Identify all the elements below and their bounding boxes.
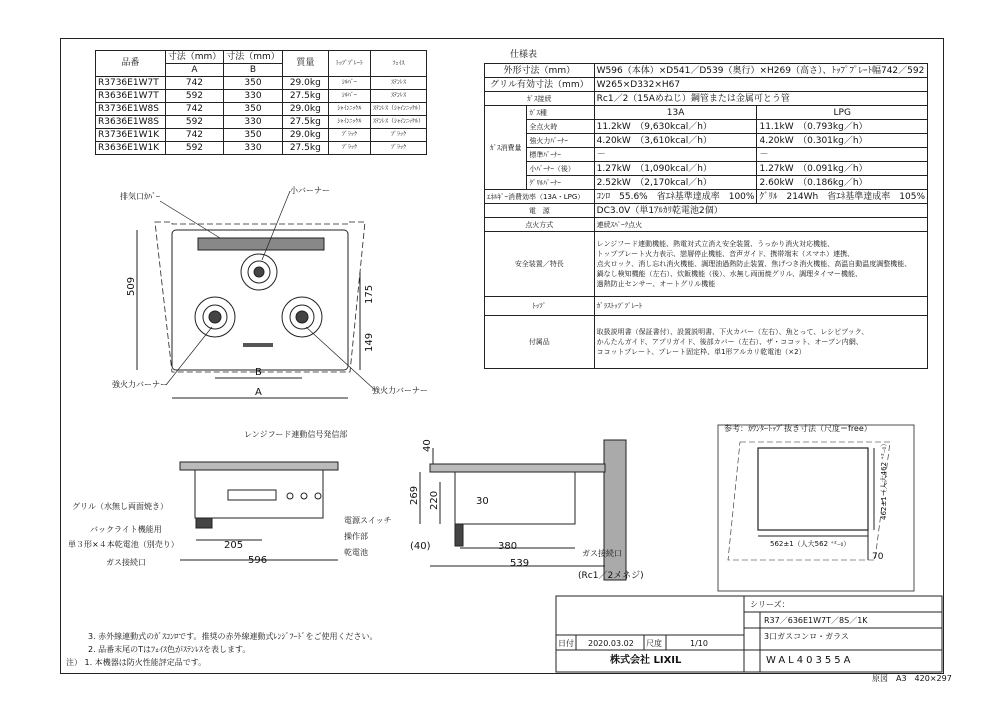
accessory-line: ココットプレート、プレート固定枠、単1形アルカリ乾電池（×2） xyxy=(596,348,806,356)
accessory-line: かんたんガイド、アプリガイド、後部カバー（左右）、ザ・ココット、オーブン内網、 xyxy=(596,338,863,346)
power-value: DC3.0V（単1ｱﾙｶﾘ乾電池2個） xyxy=(594,204,927,218)
outer-label: 外形寸法（mm） xyxy=(485,64,595,78)
model-number: R3636E1W1K xyxy=(96,142,166,155)
front-body xyxy=(195,470,323,518)
dim-a: A xyxy=(255,387,262,398)
label-small-burner: 小バーナー xyxy=(290,186,330,195)
side-gas-pipe xyxy=(455,524,463,546)
size-b: 350 xyxy=(224,77,283,90)
gas-lpg-header: LPG xyxy=(757,106,928,120)
safety-line: トップブレート火力表示、戀層停止機能、音声ガイド、携帯端末（スマホ）連携、 xyxy=(596,250,855,258)
gas-consumption-label: ｶﾞｽ消費量 xyxy=(485,106,527,190)
top-label: ﾄｯﾌﾟ xyxy=(485,297,595,316)
mass: 27.5kg xyxy=(282,116,328,129)
safety-line: レンジフード連動機能、熱電対式立消え安全装置、うっかり消火対応機能、 xyxy=(596,240,835,248)
size-a: 742 xyxy=(165,129,224,142)
safety-line: 鍋なし検知機能（左右）、炊飯機能（後）、水無し両面焼グリル、調理タイマー機能、 xyxy=(596,270,862,278)
label-side-gas-inlet: ガス接続口 xyxy=(582,549,622,558)
dim-205: 205 xyxy=(224,540,244,551)
cutout-depth: 462±1（人大462 ⁺²₋₀） xyxy=(880,439,888,520)
burner-lpg: 2.60kW （0.186kg／h） xyxy=(757,176,928,190)
header-top-plate: ﾄｯﾌﾟﾌﾟﾚｰﾄ xyxy=(328,51,370,77)
header-b: B xyxy=(224,64,283,77)
gas-conn-label: ｶﾞｽ接続 xyxy=(485,92,595,106)
burner-name: 標準ﾊﾞｰﾅｰ xyxy=(527,148,594,162)
leader-exhaust xyxy=(160,201,220,238)
mass: 29.0kg xyxy=(282,103,328,116)
face: ﾌﾞﾗｯｸ xyxy=(370,142,426,155)
burner-lpg: － xyxy=(757,148,928,162)
label-strong-burner-left: 強火力バーナー xyxy=(112,380,168,389)
efficiency-grill: ｸﾞﾘﾙ 214Wh 省ｴﾈ基準達成率 105% xyxy=(757,190,928,204)
burner-lpg: 4.20kW （0.301kg／h） xyxy=(757,134,928,148)
header-mass: 質量 xyxy=(282,51,328,77)
dim-220: 220 xyxy=(429,490,440,510)
model-number: R3736E1W7T xyxy=(96,77,166,90)
burner-13a: － xyxy=(594,148,757,162)
gas-type-label: ｶﾞｽ種 xyxy=(527,106,594,120)
dim-509: 509 xyxy=(126,276,137,296)
small-burner xyxy=(241,254,277,290)
face: ｽﾃﾝﾚｽ xyxy=(370,90,426,103)
gas-13a-header: 13A xyxy=(594,106,757,120)
mass: 29.0kg xyxy=(282,129,328,142)
series-label: シリーズ： xyxy=(750,600,790,609)
outer-value: W596（本体）×D541／D539（奥行）×H269（高さ）、ﾄｯﾌﾟﾌﾟﾚｰﾄ幅742／592 xyxy=(594,64,927,78)
model-number: R3636E1W7T xyxy=(96,90,166,103)
top-plate: ｼﾙﾊﾞｰ xyxy=(328,77,370,90)
series-value: R37／636E1W7T／8S／1K xyxy=(764,616,868,625)
grill-door xyxy=(228,490,276,500)
safety-line: 過熱防止センサー、オートグリル機能 xyxy=(596,280,716,288)
label-exhaust-cover: 排気口ｶﾊﾞｰ xyxy=(120,192,160,201)
accessories-label: 付属品 xyxy=(485,316,595,369)
ignition-value: 連続ｽﾊﾟｰｸ点火 xyxy=(594,218,927,232)
face: ｽﾃﾝﾚｽ xyxy=(370,77,426,90)
size-a: 592 xyxy=(165,116,224,129)
top-value: ｶﾞﾗｽﾄｯﾌﾟﾌﾟﾚｰﾄ xyxy=(594,297,927,316)
burner-name: 強火力ﾊﾞｰﾅｰ xyxy=(527,134,594,148)
label-operation: 操作部 xyxy=(344,532,368,541)
burner-13a: 11.2kW （9,630kcal／h） xyxy=(594,120,757,134)
dim-539: 539 xyxy=(510,558,530,569)
strong-burner-left xyxy=(195,297,235,337)
header-a: A xyxy=(165,64,224,77)
top-plate: ｼﾙﾊﾞｰ xyxy=(328,90,370,103)
front-indicator xyxy=(243,343,273,347)
grill-value: W265×D332×H67 xyxy=(594,78,927,92)
burner-13a: 4.20kW （3,610kcal／h） xyxy=(594,134,757,148)
burner-lpg: 11.1kW （0.793kg／h） xyxy=(757,120,928,134)
front-view xyxy=(180,462,338,560)
safety-line: 点火ロック、消し忘れ消火機能、調理油過熱防止装置、焦げつき消火機能、高温自動温度調整機能、 xyxy=(596,260,912,268)
scale-value: 1/10 xyxy=(690,639,708,648)
strong-burner-right xyxy=(282,297,322,337)
header-size-b: 寸法（mm） xyxy=(224,51,283,64)
dim-40b: (40) xyxy=(410,541,431,552)
power-label: 電 源 xyxy=(485,204,595,218)
note-3: 3. 赤外線連動式のｶﾞｽｺﾝﾛです。推奨の赤外線連動式ﾚﾝｼﾞﾌｰﾄﾞをご使用ください。 xyxy=(88,632,378,641)
side-body xyxy=(455,472,575,524)
size-b: 350 xyxy=(224,103,283,116)
label-gas-inlet: ガス接続口 xyxy=(106,558,146,567)
spec-title: 仕様表 xyxy=(510,50,538,60)
paper-size: 原図 A3 420×297 xyxy=(872,674,952,683)
label-strong-burner-right: 強火力バーナー xyxy=(372,386,428,395)
label-hood-signal: レンジフード連動信号発信部 xyxy=(244,430,348,439)
note-2: 2. 品番末尾のTはﾌｪｲｽ色がｽﾃﾝﾚｽを表します。 xyxy=(88,645,251,654)
mass: 27.5kg xyxy=(282,90,328,103)
ignition-label: 点火方式 xyxy=(485,218,595,232)
size-b: 330 xyxy=(224,90,283,103)
dim-149: 149 xyxy=(364,332,375,352)
burner-13a: 2.52kW （2,170kcal／h） xyxy=(594,176,757,190)
header-face: ﾌｪｲｽ xyxy=(370,51,426,77)
face: ｽﾃﾝﾚｽ（ｼｬｲﾝﾆｯｹﾙ） xyxy=(370,116,426,129)
battery-box xyxy=(196,518,212,528)
efficiency-label: ｴﾈﾙｷﾞｰ消費効率（13A・LPG） xyxy=(485,190,595,204)
exhaust-cover xyxy=(198,238,324,250)
model-number: R3736E1W1K xyxy=(96,129,166,142)
burner-name: 全点火時 xyxy=(527,120,594,134)
mass: 29.0kg xyxy=(282,77,328,90)
accessory-line: 取扱説明書（保証書付）、設置説明書、下火カバー（左右）、魚とって、レシピブック、 xyxy=(596,328,869,336)
wall xyxy=(604,440,626,580)
date-label: 日付 xyxy=(558,639,574,648)
cutout-width: 562±1（人大562 ⁺²₋₀） xyxy=(770,540,851,548)
dim-b: B xyxy=(255,367,262,378)
efficiency-konro: ｺﾝﾛ 55.6% 省ｴﾈ基準達成率 100% xyxy=(594,190,757,204)
dim-596: 596 xyxy=(248,555,268,566)
size-b: 330 xyxy=(224,142,283,155)
size-a: 592 xyxy=(165,142,224,155)
model-number: R3636E1W8S xyxy=(96,116,166,129)
label-power-switch: 電源スイッチ xyxy=(344,516,392,525)
label-rc: (Rc1／2メネジ) xyxy=(578,571,644,581)
dim-269: 269 xyxy=(409,485,420,505)
size-b: 330 xyxy=(224,116,283,129)
burner-name: ｸﾞﾘﾙﾊﾞｰﾅｰ xyxy=(527,176,594,190)
product-name: 3口ガスコンロ・ガラス xyxy=(764,632,849,641)
burner-lpg: 1.27kW （0.091kg／h） xyxy=(757,162,928,176)
cutout-70: 70 xyxy=(872,552,884,562)
size-a: 742 xyxy=(165,103,224,116)
top-plate: ｼｬｲﾝﾆｯｹﾙ xyxy=(328,116,370,129)
company-name: 株式会社 LIXIL xyxy=(610,655,682,666)
leader-strong-left xyxy=(166,327,212,385)
safety-label: 安全装置／特長 xyxy=(485,232,595,297)
drawing-number: WAL40355A xyxy=(766,655,854,666)
label-grill: グリル（水無し両面焼き） xyxy=(72,502,168,511)
date-value: 2020.03.02 xyxy=(588,639,634,648)
label-backlight: バックライト機能用 xyxy=(90,525,162,534)
side-top-plate xyxy=(430,464,605,472)
header-size-a: 寸法（mm） xyxy=(165,51,224,64)
face: ｽﾃﾝﾚｽ（ｼｬｲﾝﾆｯｹﾙ） xyxy=(370,103,426,116)
top-plate: ｼｬｲﾝﾆｯｹﾙ xyxy=(328,103,370,116)
note-1: 注） 1. 本機器は防火性能評定品です。 xyxy=(66,658,207,667)
dim-30: 30 xyxy=(476,496,489,507)
dim-40: 40 xyxy=(422,439,433,452)
top-plate: ﾌﾞﾗｯｸ xyxy=(328,129,370,142)
face: ﾌﾞﾗｯｸ xyxy=(370,129,426,142)
size-a: 742 xyxy=(165,77,224,90)
size-b: 350 xyxy=(224,129,283,142)
scale-label: 尺度 xyxy=(646,639,662,648)
grill-label: グリル有効寸法（mm） xyxy=(485,78,595,92)
front-top-plate xyxy=(180,462,338,470)
size-a: 592 xyxy=(165,90,224,103)
top-plate xyxy=(172,230,348,370)
model-number: R3736E1W8S xyxy=(96,103,166,116)
cutout-hole xyxy=(758,448,868,530)
mass: 27.5kg xyxy=(282,142,328,155)
burner-13a: 1.27kW （1,090kcal／h） xyxy=(594,162,757,176)
label-battery: 単３形×４本乾電池（別売り） xyxy=(68,540,179,549)
cutout-title: 参考：ｶｳﾝﾀｰﾄｯﾌﾟ抜き寸法（尺度＝free） xyxy=(724,424,872,433)
header-model: 品番 xyxy=(96,51,166,77)
dim-175: 175 xyxy=(364,284,375,304)
burner-name: 小ﾊﾞｰﾅｰ（後） xyxy=(527,162,594,176)
gas-conn-value: Rc1／2（15Aめねじ）鋼管または金属可とう管 xyxy=(594,92,927,106)
label-dry-battery: 乾電池 xyxy=(344,548,368,557)
dim-380: 380 xyxy=(498,541,518,552)
top-plate: ﾌﾞﾗｯｸ xyxy=(328,142,370,155)
